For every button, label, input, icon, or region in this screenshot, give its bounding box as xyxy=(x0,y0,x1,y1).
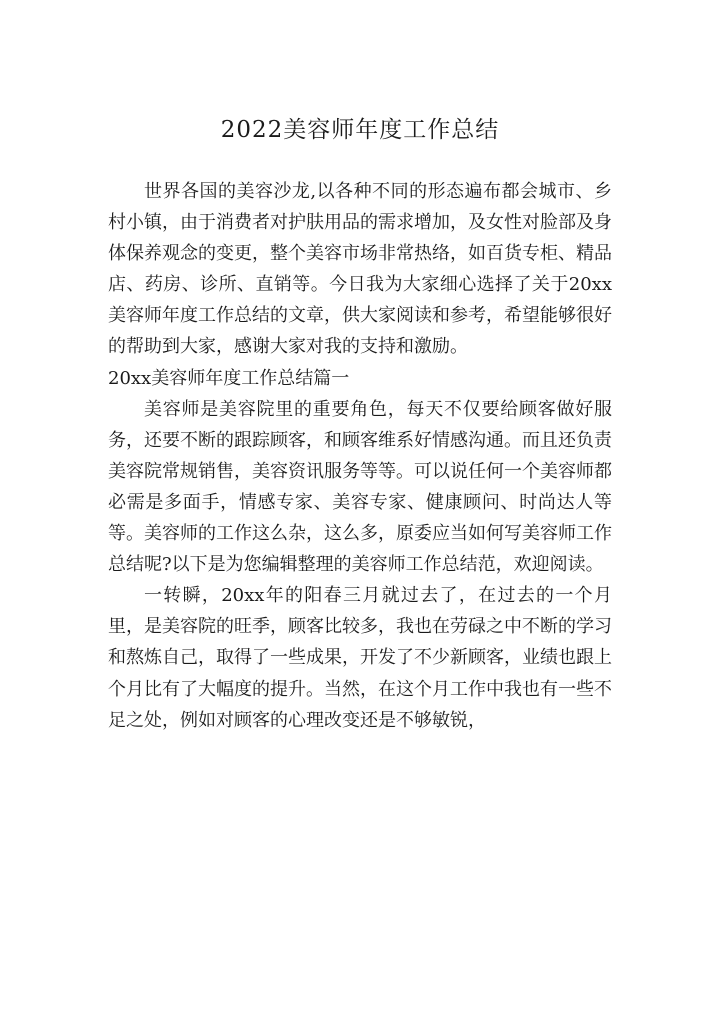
intro-paragraph: 世界各国的美容沙龙,以各种不同的形态遍布都会城市、乡村小镇，由于消费者对护肤用品的需求增加，及女性对脸部及身体保养观念的变更，整个美容市场非常热络，如百货专柜、精品店、药房、诊所、直销等。今日我为大家细心选择了关于20xx美容师年度工作总结的文章，供大家阅读和参考，希望能够很好的帮助到大家，感谢大家对我的支持和激励。 xyxy=(108,181,612,358)
section-heading: 20xx美容师年度工作总结篇一 xyxy=(108,367,350,389)
document-body xyxy=(108,176,612,736)
document-title: 2022美容师年度工作总结 xyxy=(220,117,500,143)
body-paragraph-1: 美容师是美容院里的重要角色，每天不仅要给顾客做好服务，还要不断的跟踪顾客，和顾客维系好情感沟通。而且还负责美容院常规销售，美容资讯服务等等。可以说任何一个美容师都必需是多面手，情感专家、美容专家、健康顾问、时尚达人等等。美容师的工作这么杂，这么多，原委应当如何写美容师工作总结呢?以下是为您编辑整理的美容师工作总结范，欢迎阅读。 xyxy=(108,398,612,576)
body-paragraph-2: 一转瞬，20xx年的阳春三月就过去了，在过去的一个月里，是美容院的旺季，顾客比较多，我也在劳碌之中不断的学习和熬炼自己，取得了一些成果，开发了不少新顾客，业绩也跟上个月比有了大幅度的提升。当然，在这个月工作中我也有一些不足之处，例如对顾客的心理改变还是不够敏锐， xyxy=(108,585,612,731)
